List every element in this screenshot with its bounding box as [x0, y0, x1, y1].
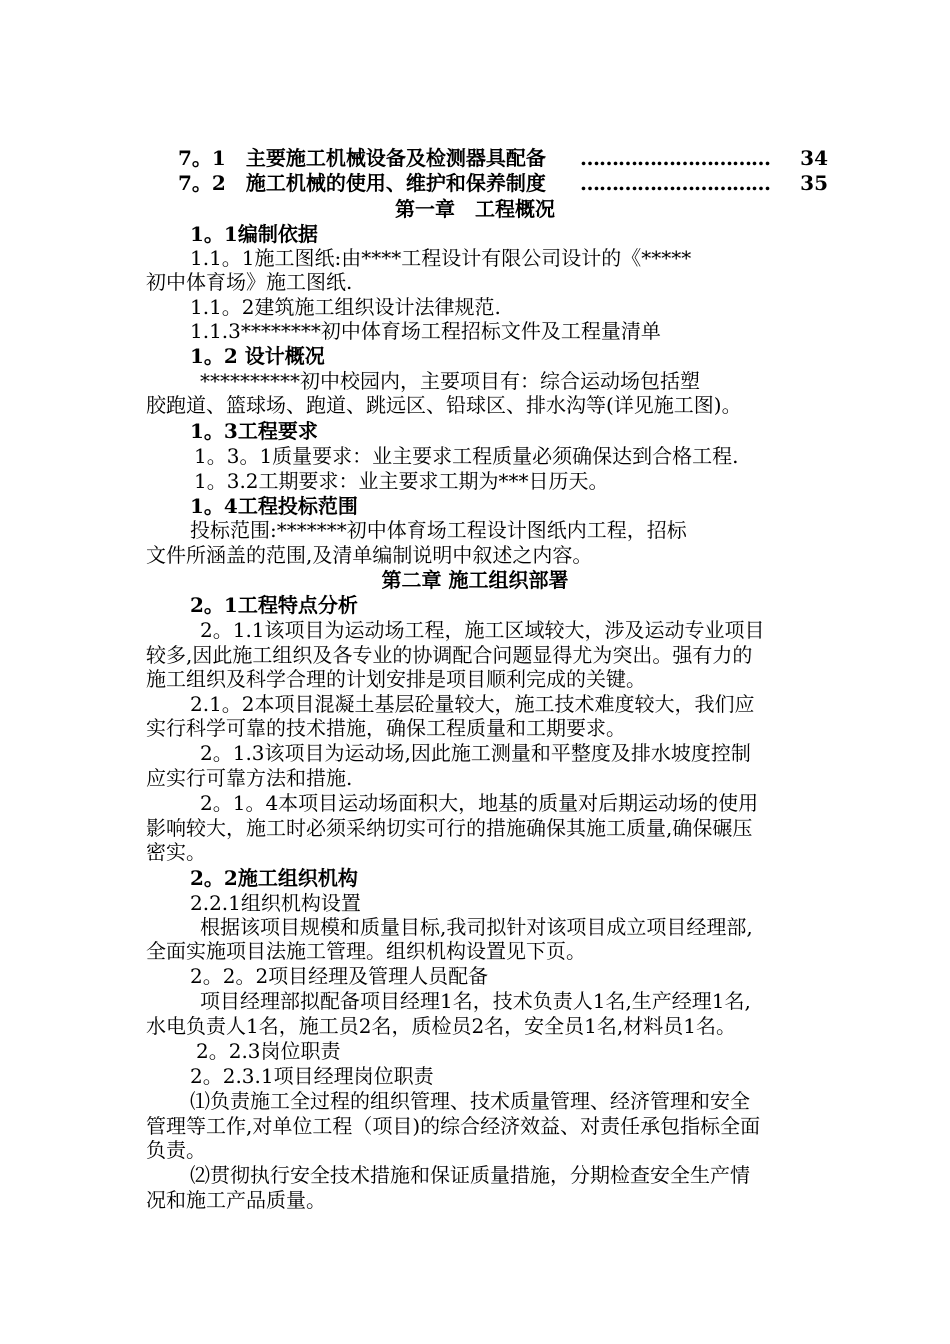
paragraph-line: 1。3.2工期要求：业主要求工期为***日历天。: [194, 469, 609, 493]
toc-page-number: 34: [800, 146, 828, 170]
toc-entry-title: 7。1 主要施工机械设备及检测器具配备: [178, 146, 546, 170]
chapter-title: 第二章 施工组织部署: [381, 568, 569, 592]
paragraph-line: 1.1.3********初中体育场工程招标文件及工程量清单: [190, 319, 661, 343]
paragraph-line: 2.1。2本项目混凝土基层砼量较大，施工技术难度较大，我们应: [190, 692, 755, 716]
paragraph-line: 初中体育场》施工图纸.: [146, 270, 353, 294]
paragraph-line: 应实行可靠方法和措施.: [146, 766, 353, 790]
paragraph-line: ⑵贯彻执行安全技术措施和保证质量措施，分期检查安全生产情: [190, 1163, 750, 1187]
paragraph-line: 全面实施项目法施工管理。组织机构设置见下页。: [146, 939, 586, 963]
toc-leader-dots: …………………………: [580, 146, 770, 170]
paragraph-line: 况和施工产品质量。: [146, 1188, 326, 1212]
paragraph-line: 负责。: [146, 1138, 206, 1162]
section-heading: 2。1工程特点分析: [190, 593, 358, 617]
paragraph-line: 实行科学可靠的技术措施，确保工程质量和工期要求。: [146, 716, 626, 740]
paragraph-line: 1.1。1施工图纸:由****工程设计有限公司设计的《*****: [190, 246, 692, 270]
paragraph-line: **********初中校园内，主要项目有：综合运动场包括塑: [200, 369, 700, 393]
paragraph-line: 2。2.3岗位职责: [196, 1039, 341, 1063]
chapter-title: 第一章 工程概况: [395, 197, 555, 221]
paragraph-line: 较多,因此施工组织及各专业的协调配合问题显得尤为突出。强有力的: [146, 643, 753, 667]
paragraph-line: 2。1。4本项目运动场面积大，地基的质量对后期运动场的使用: [200, 791, 759, 815]
paragraph-line: 2。1.1该项目为运动场工程，施工区域较大，涉及运动专业项目: [200, 618, 765, 642]
paragraph-line: 1。3。1质量要求：业主要求工程质量必须确保达到合格工程.: [194, 444, 739, 468]
paragraph-line: 管理等工作,对单位工程（项目)的综合经济效益、对责任承包指标全面: [146, 1114, 761, 1138]
paragraph-line: 2。1.3该项目为运动场,因此施工测量和平整度及排水坡度控制: [200, 741, 751, 765]
paragraph-line: ⑴负责施工全过程的组织管理、技术质量管理、经济管理和安全: [190, 1089, 750, 1113]
section-heading: 1。4工程投标范围: [190, 494, 358, 518]
paragraph-line: 胶跑道、篮球场、跑道、跳远区、铅球区、排水沟等(详见施工图)。: [146, 393, 742, 417]
section-heading: 1。1编制依据: [190, 222, 318, 246]
section-heading: 1。2 设计概况: [190, 344, 325, 368]
section-heading: 1。3工程要求: [190, 419, 318, 443]
paragraph-line: 投标范围:*******初中体育场工程设计图纸内工程，招标: [190, 518, 687, 542]
paragraph-line: 影响较大，施工时必须采纳切实可行的措施确保其施工质量,确保碾压: [146, 816, 753, 840]
paragraph-line: 根据该项目规模和质量目标,我司拟针对该项目成立项目经理部,: [200, 915, 753, 939]
toc-entry-title: 7。2 施工机械的使用、维护和保养制度: [178, 171, 546, 195]
paragraph-line: 1.1。2建筑施工组织设计法律规范.: [190, 295, 501, 319]
paragraph-line: 2。2.3.1项目经理岗位职责: [190, 1064, 434, 1088]
paragraph-line: 密实。: [146, 840, 206, 864]
paragraph-line: 项目经理部拟配备项目经理1名，技术负责人1名,生产经理1名,: [200, 989, 751, 1013]
paragraph-line: 水电负责人1名，施工员2名，质检员2名，安全员1名,材料员1名。: [146, 1014, 736, 1038]
toc-leader-dots: …………………………: [580, 171, 770, 195]
paragraph-line: 2。2。2项目经理及管理人员配备: [190, 964, 489, 988]
paragraph-line: 文件所涵盖的范围,及清单编制说明中叙述之内容。: [146, 543, 593, 567]
section-heading: 2。2施工组织机构: [190, 866, 358, 890]
toc-page-number: 35: [800, 171, 828, 195]
paragraph-line: 2.2.1组织机构设置: [190, 891, 361, 915]
paragraph-line: 施工组织及科学合理的计划安排是项目顺利完成的关键。: [146, 667, 646, 691]
